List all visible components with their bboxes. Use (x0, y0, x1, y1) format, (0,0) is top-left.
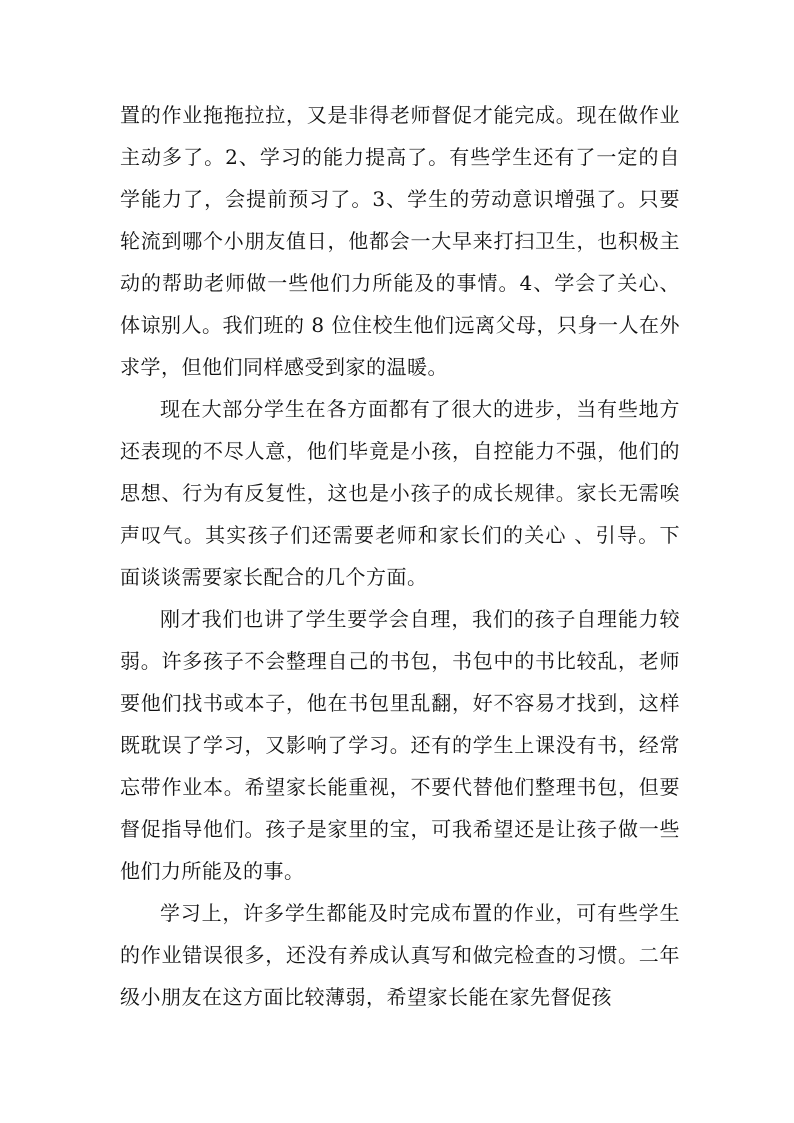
paragraph-1: 置的作业拖拖拉拉，又是非得老师督促才能完成。现在做作业主动多了。2、学习的能力提高了。有些学生还有了一定的自学能力了，会提前预习了。3、学生的劳动意识增强了。只要轮流到哪个小朋友值日，他都会一大早来打扫卫生，也积极主动的帮助老师做一些他们力所能及的事情。4、学会了关心、体谅别人。我们班的 8 位住校生他们远离父母，只身一人在外求学，但他们同样感受到家的温暖。 (120, 103, 680, 379)
body-text (120, 94, 680, 1018)
paragraph-3: 刚才我们也讲了学生要学会自理，我们的孩子自理能力较弱。许多孩子不会整理自己的书包，书包中的书比较乱，老师要他们找书或本子，他在书包里乱翻，好不容易才找到，这样既耽误了学习，又影响了学习。还有的学生上课没有书，经常忘带作业本。希望家长能重视，不要代替他们整理书包，但要督促指导他们。孩子是家里的宝，可我希望还是让孩子做一些他们力所能及的事。 (120, 607, 680, 883)
paragraph-2: 现在大部分学生在各方面都有了很大的进步，当有些地方还表现的不尽人意，他们毕竟是小孩，自控能力不强，他们的思想、行为有反复性，这也是小孩子的成长规律。家长无需唉声叹气。其实孩子们还需要老师和家长们的关心 、引导。下面谈谈需要家长配合的几个方面。 (120, 397, 680, 589)
paragraph-4: 学习上，许多学生都能及时完成布置的作业，可有些学生的作业错误很多，还没有养成认真写和做完检查的习惯。二年级小朋友在这方面比较薄弱，希望家长能在家先督促孩 (120, 901, 680, 1009)
